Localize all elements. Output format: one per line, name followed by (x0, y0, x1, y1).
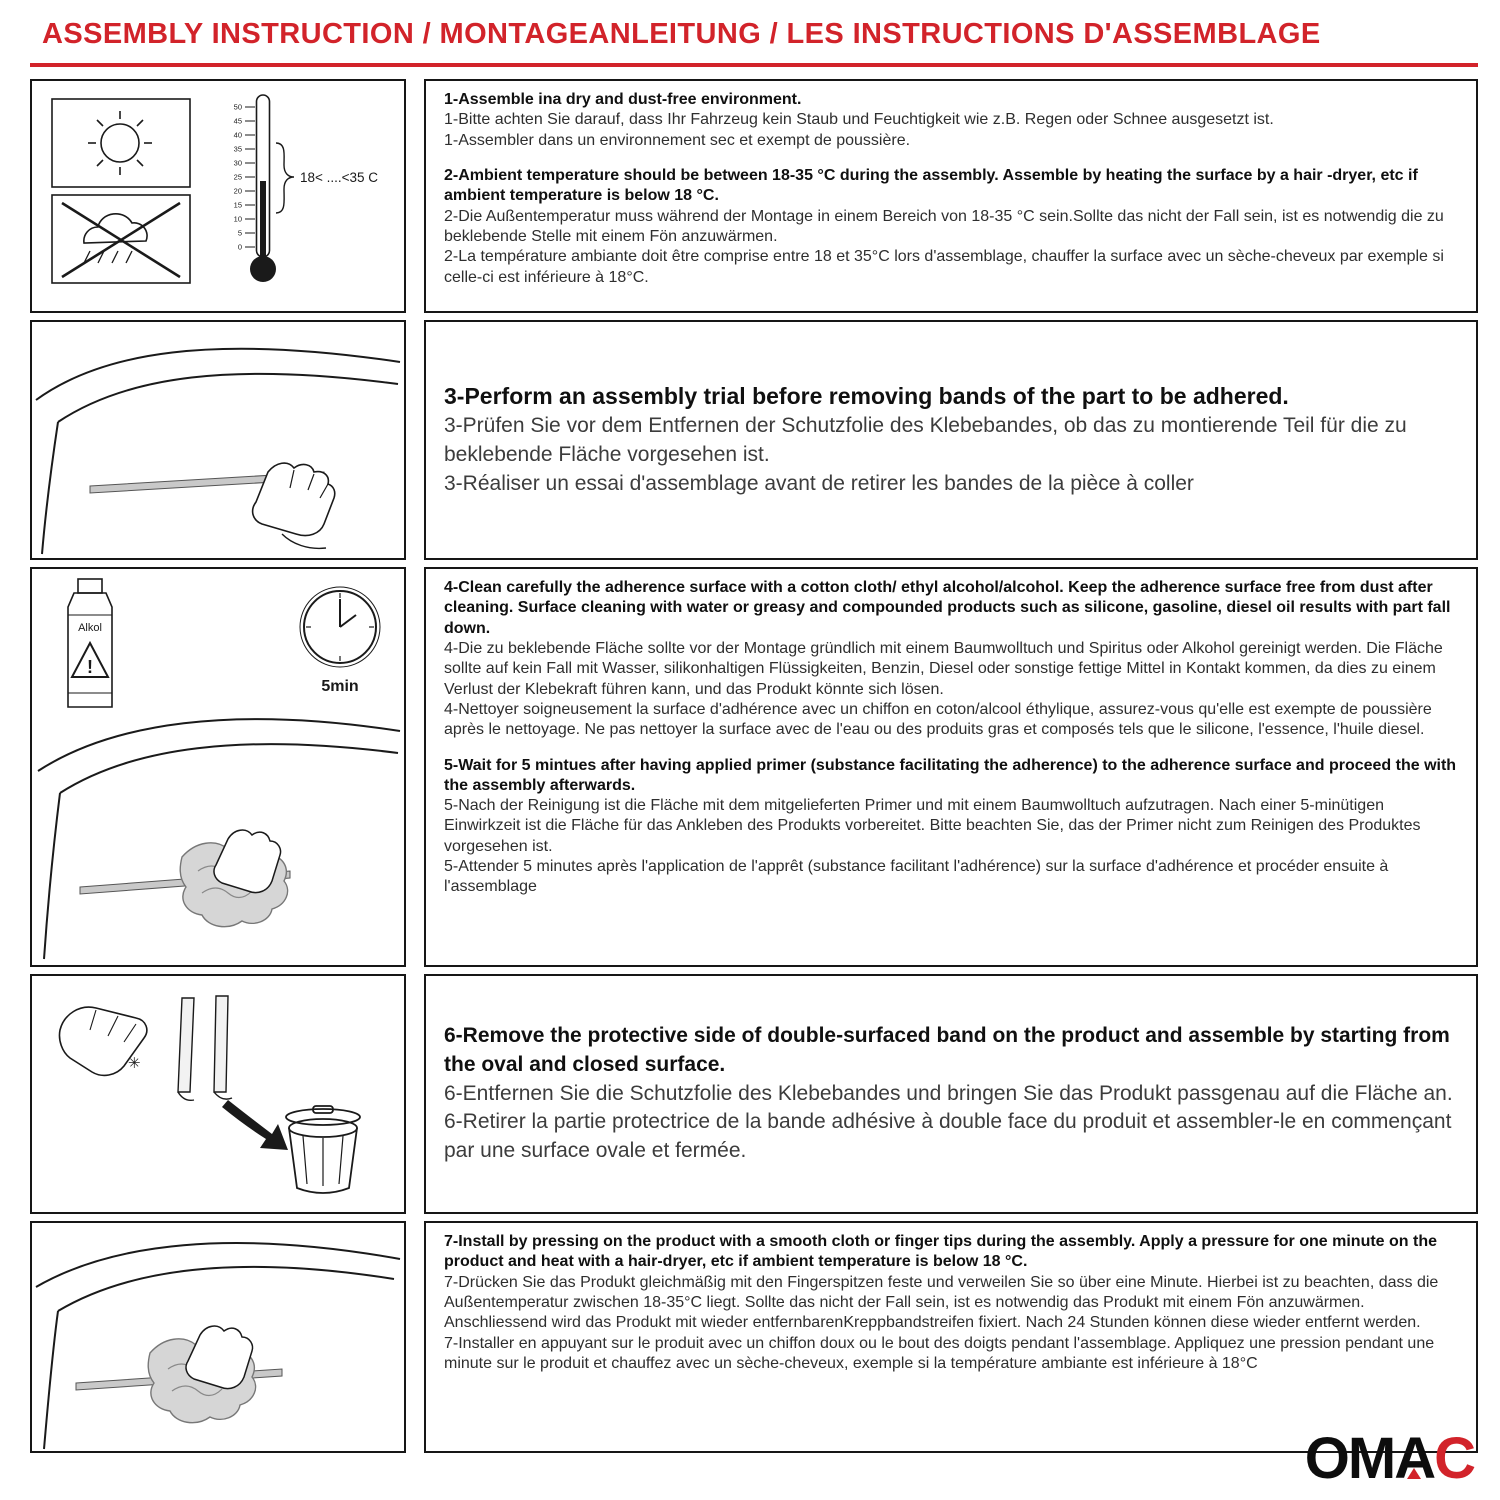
step4-de: 4-Die zu beklebende Fläche sollte vor der Montage gründlich mit einem Baumwolltuch und Spiritus oder Alkohol gereinigt werden. Die Fläche sollte auf kein Fall mit Wasser, silikonhaltigen Flüssigkeiten, Benzin, Diesel oder sonstige fettige Mittel in Kontakt kommen, da dies zu einem Verlust der Klebekraft führen kann, und das Produkt könnte sich lösen. (444, 639, 1443, 698)
step6-illustration-box (30, 974, 406, 1214)
step1-de: 1-Bitte achten Sie darauf, dass Ihr Fahrzeug kein Staub und Feuchtigkeit wie z.B. Regen oder Schnee ausgesetzt ist. (444, 111, 1274, 129)
thermometer-icon (234, 95, 276, 282)
tick-label: 40 (233, 130, 242, 140)
omac-logo (1304, 1426, 1474, 1491)
step-row-2 (30, 320, 1478, 560)
tick-label: 25 (233, 172, 242, 182)
step1-en: 1-Assemble ina dry and dust-free environment. (444, 91, 802, 108)
hand-icon (186, 1326, 253, 1388)
step7-fr: 7-Installer en appuyant sur le produit avec un chiffon doux ou le bout des doigts pendant l'assemblage. Appliquez une pression pendant une minute sur le produit et chauffez avec un sèche-cheveux, exemple si la température ambiante est inférieure à 18°C (444, 1334, 1435, 1372)
bottle-label: Alkol (78, 622, 102, 634)
tick-label: 50 (233, 102, 242, 112)
step-row-5 (30, 1221, 1478, 1453)
environment-illustration (32, 83, 404, 309)
no-rain-icon (52, 195, 190, 283)
step6-de: 6-Entfernen Sie die Schutzfolie des Klebebandes und bringen Sie das Produkt passgenau auf die Fläche an. (444, 1081, 1453, 1105)
step1-2-text-panel (424, 79, 1478, 313)
logo-text-black: OM (1304, 1426, 1395, 1491)
step6-text-panel (424, 974, 1478, 1214)
step3-en: 3-Perform an assembly trial before removing bands of the part to be adhered. (444, 382, 1289, 409)
step6-fr: 6-Retirer la partie protectrice de la bande adhésive à double face du produit et assembler-le en commençant par une surface ovale et fermée. (444, 1110, 1452, 1163)
step7-en: 7-Install by pressing on the product with a smooth cloth or finger tips during the assembly. Apply a pressure for one minute on the product and heat with a hair-dryer, etc if ambient temperature is below 18 °C. (444, 1233, 1437, 1271)
step4-illustration-box (30, 567, 406, 967)
step5-en: 5-Wait for 5 mintues after having applied primer (substance facilitating the adherence) to the adherence surface and proceed the with the assembly afterwards. (444, 756, 1457, 794)
step1-fr: 1-Assembler dans un environnement sec et exempt de poussière. (444, 131, 911, 149)
car-window-illustration (36, 349, 400, 554)
peel-band-illustration (32, 976, 404, 1212)
step5-fr: 5-Attender 5 minutes après l'application de l'apprêt (substance facilitant l'adhérence) sur la surface d'adhérence et procéder ensuite à l'assemblage (444, 858, 1389, 896)
cleaning-illustration (32, 571, 404, 963)
sun-icon (52, 99, 190, 187)
step5-de: 5-Nach der Reinigung ist die Fläche mit dem mitgelieferten Primer und mit einem Baumwolltuch aufzutragen. Nach einer 5-minütigen Einwirkzeit ist die Fläche für das Ankleben des Produkts vorbereitet. Bitte beachten Sie, das der Primer nicht zum Reinigen des Produktes vorgesehen ist. (444, 797, 1421, 855)
press-install-illustration (32, 1223, 404, 1451)
step4-5-text-panel (424, 567, 1478, 967)
step-row-4 (30, 974, 1478, 1214)
step2-de: 2-Die Außentemperatur muss während der Montage in einem Bereich von 18-35 °C sein.Sollte das nicht der Fall sein, ist es notwendig die zu beklebende Stelle mit einem Fön anzuwärmen. (444, 207, 1444, 245)
tape-strips-icon (178, 996, 232, 1100)
warning-exclamation: ! (87, 657, 93, 677)
tick-label: 35 (233, 144, 242, 154)
tick-label: 10 (233, 214, 242, 224)
step-row-1 (30, 79, 1478, 313)
step4-en: 4-Clean carefully the adherence surface with a cotton cloth/ ethyl alcohol/alcohol. Keep the adherence surface free from dust after cleaning. Surface cleaning with water or greasy and compounded products such as silicone, gasoline, diesel oil results with part fall down. (444, 579, 1451, 637)
tick-label: 45 (233, 116, 242, 126)
step2-en: 2-Ambient temperature should be between 18-35 °C during the assembly. Assemble by heating the surface by a hair -dryer, etc if ambient temperature is below 18 °C. (444, 166, 1418, 205)
clock-icon (300, 587, 380, 667)
step7-de: 7-Drücken Sie das Produkt gleichmäßig mit den Fingerspitzen feste und verweilen Sie so über eine Minute. Hierbei ist zu beachten, dass die Außentemperatur zwischen 18-35°C liegt. Sollte das nicht der Fall sein, ist es notwendig das Produkt mit einem Fön anzuwärmen. Anschliessend wird das Produkt mit wieder entfernbarenKreppbandstreifen fixiert. Nach 24 Stunden können diese wieder entfernt werden. (444, 1273, 1439, 1332)
tick-label: 20 (233, 186, 242, 196)
step4-fr: 4-Nettoyer soigneusement la surface d'adhérence avec un chiffon en coton/alcool éthylique, assurez-vous qu'elle est exempte de poussière après le nettoyage. Ne pas nettoyer la surface avec de l'eau ou des produits gras et composés tels que le silicone, l'essence, l'huile diesel. (444, 700, 1432, 739)
clock-label: 5min (321, 678, 359, 695)
tick-label: 5 (237, 228, 242, 238)
tick-label: 15 (233, 200, 242, 210)
hand-icon (214, 830, 281, 892)
step1-illustration-box (30, 79, 406, 313)
logo-letter-a: A (1394, 1426, 1435, 1491)
step3-fr: 3-Réaliser un essai d'assemblage avant de retirer les bandes de la pièce à coller (444, 472, 1194, 496)
temp-range-label: 18< ....<35 C (300, 170, 379, 185)
title-underline (30, 63, 1478, 67)
step3-illustration-box (30, 320, 406, 560)
trial-fit-illustration (32, 322, 404, 558)
step3-text-panel (424, 320, 1478, 560)
tick-label: 0 (237, 242, 242, 252)
step2-fr: 2-La température ambiante doit être comprise entre 18 et 35°C lors d'assemblage, chauffer la surface avec un sèche-cheveux par exemple si celle-ci est inférieure à 18°C. (444, 248, 1444, 286)
arrow-icon (222, 1100, 288, 1150)
step-row-3 (30, 567, 1478, 967)
tick-label: 30 (233, 158, 242, 168)
step7-illustration-box (30, 1221, 406, 1453)
step7-text-panel (424, 1221, 1478, 1453)
step6-en: 6-Remove the protective side of double-surfaced band on the product and assemble by starting from the oval and closed surface. (444, 1023, 1450, 1076)
step3-de: 3-Prüfen Sie vor dem Entfernen der Schutzfolie des Klebebandes, ob das zu montierende Teil für die zu beklebende Fläche vorgesehen ist. (444, 414, 1407, 467)
logo-letter-c: C (1434, 1426, 1474, 1491)
trash-can-icon (286, 1106, 360, 1193)
temp-range-annotation (276, 143, 378, 213)
spark-icon: ✳ (128, 1055, 141, 1072)
page-title: ASSEMBLY INSTRUCTION / MONTAGEANLEITUNG / LES INSTRUCTIONS D'ASSEMBLAGE (42, 18, 1321, 50)
